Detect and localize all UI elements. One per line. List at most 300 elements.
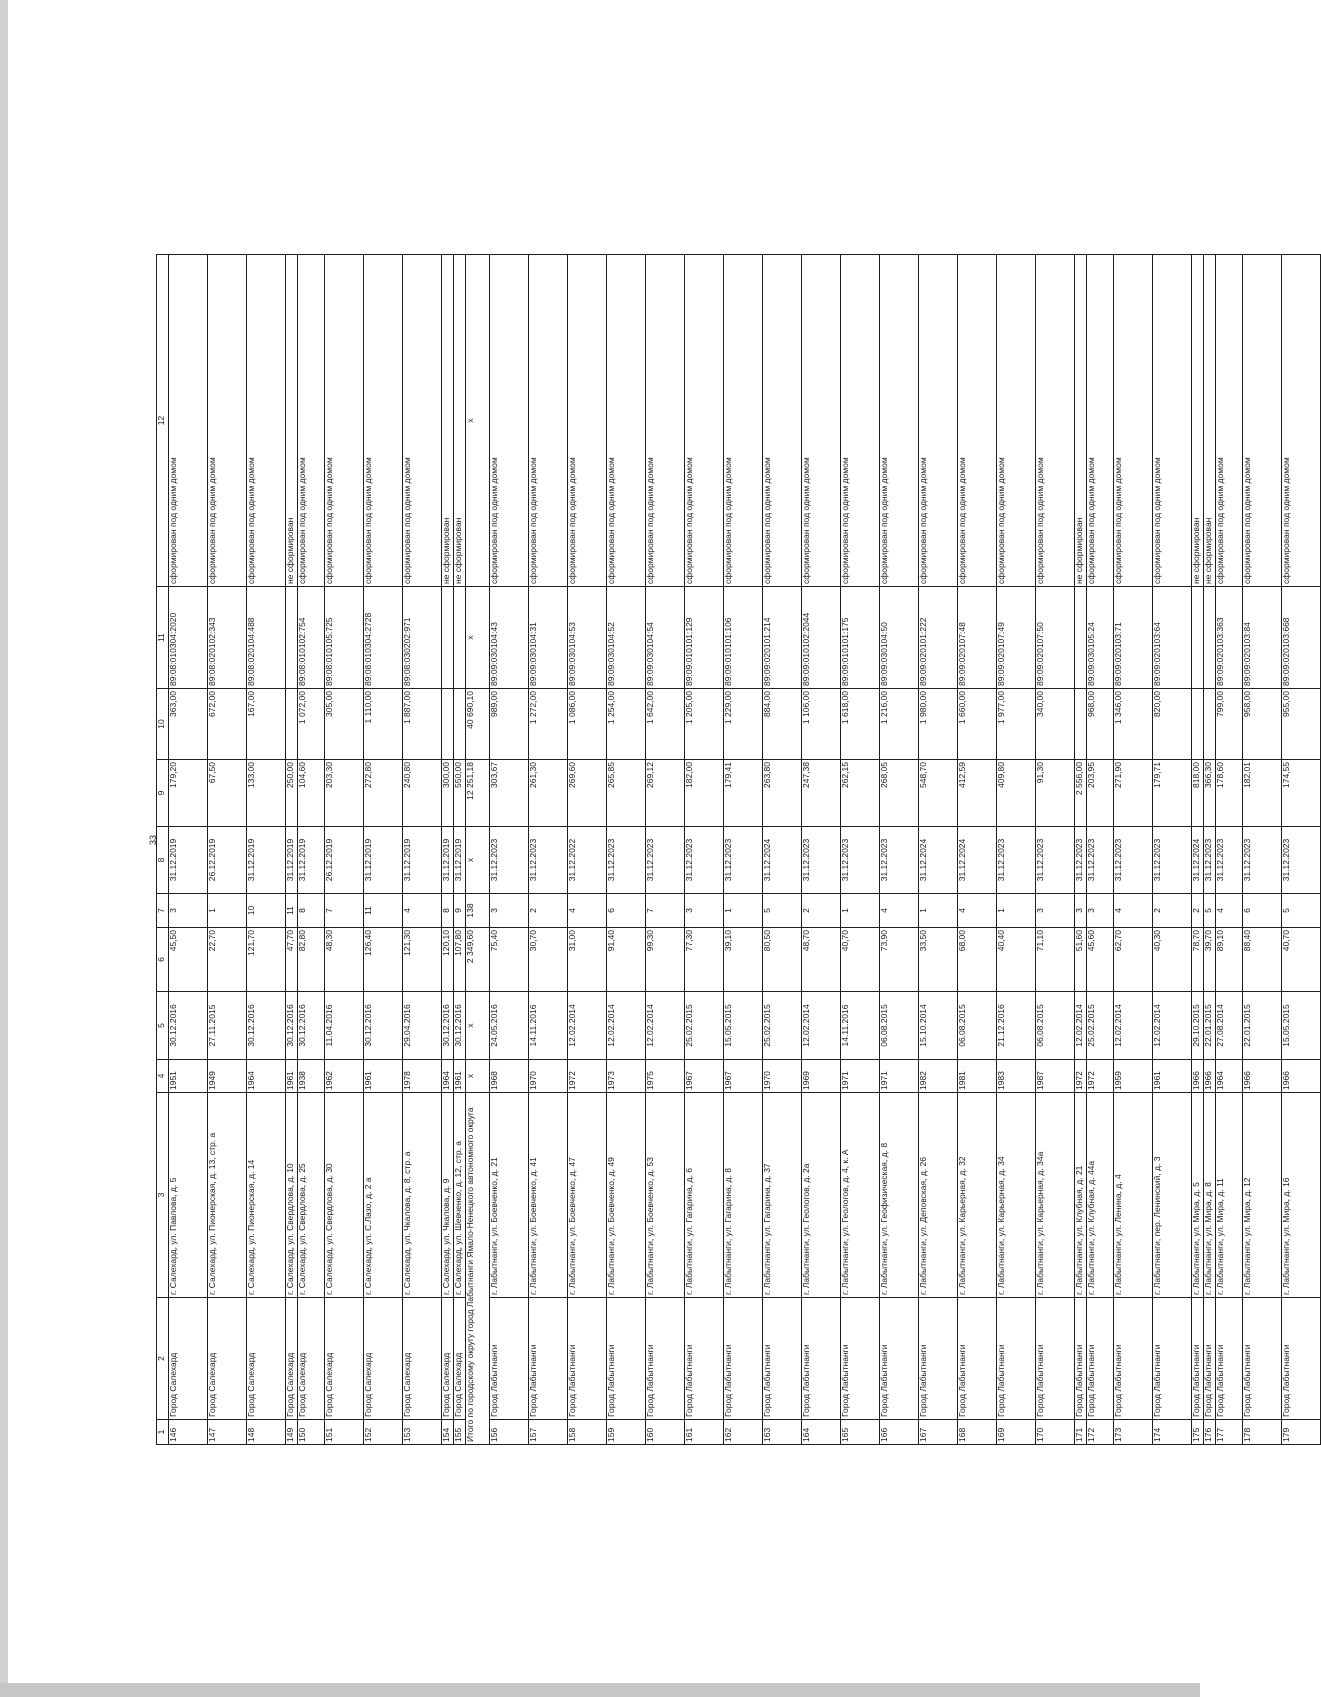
table-cell-col1: 160 bbox=[646, 1420, 685, 1445]
table-cell-col3: г. Лабытнанги, ул. Мира, д. 16 bbox=[1282, 1093, 1321, 1298]
table-cell-col11 bbox=[454, 587, 466, 689]
table-cell-col8: 31.12.2023 bbox=[1282, 827, 1321, 894]
table-cell-col2: Город Лабытнанги bbox=[607, 1298, 646, 1420]
table-cell-col7: 5 bbox=[1204, 894, 1216, 928]
table-cell-col1: 149 bbox=[286, 1420, 298, 1445]
table-cell-col10: 884,00 bbox=[763, 689, 802, 760]
table-cell-col12: сформирован под одним домом bbox=[1114, 255, 1153, 587]
table-cell-col12: сформирован под одним домом bbox=[1243, 255, 1282, 587]
table-cell-col3: г. Лабытнанги, ул. Гагарина, д. 6 bbox=[685, 1093, 724, 1298]
column-number-12: 12 bbox=[157, 255, 169, 587]
table-cell-col10: 820,00 bbox=[1153, 689, 1192, 760]
table-cell-col4: 1967 bbox=[685, 1060, 724, 1093]
table-cell-col3: г. Лабытнанги, ул. Мира, д. 5 bbox=[1192, 1093, 1204, 1298]
table-cell-col9: 182,00 bbox=[685, 760, 724, 827]
table-cell-col5: 22.01.2015 bbox=[1243, 992, 1282, 1060]
table-cell-col12: сформирован под одним домом bbox=[724, 255, 763, 587]
table-row bbox=[286, 255, 298, 1445]
table-cell-col1: 175 bbox=[1192, 1420, 1204, 1445]
total-cell-col12: x bbox=[466, 255, 490, 587]
table-cell-col6: 126,40 bbox=[364, 928, 403, 992]
table-cell-col1: 167 bbox=[919, 1420, 958, 1445]
table-cell-col12: не сформирован bbox=[1204, 255, 1216, 587]
scan-edge-left bbox=[0, 0, 8, 1697]
table-cell-col6: 48,30 bbox=[325, 928, 364, 992]
table-cell-col5: 30.12.2016 bbox=[298, 992, 325, 1060]
table-cell-col3: г. Салехард, ул. Свердлова, д. 10 bbox=[286, 1093, 298, 1298]
table-cell-col5: 30.12.2016 bbox=[442, 992, 454, 1060]
table-cell-col5: 14.11.2016 bbox=[841, 992, 880, 1060]
table-cell-col1: 148 bbox=[247, 1420, 286, 1445]
table-cell-col5: 25.02.2015 bbox=[1087, 992, 1114, 1060]
table-cell-col2: Город Лабытнанги bbox=[529, 1298, 568, 1420]
table-cell-col3: г. Лабытнанги, ул. Карьерная, д. 34а bbox=[1036, 1093, 1075, 1298]
table-cell-col5: 21.12.2016 bbox=[997, 992, 1036, 1060]
table-cell-col11: 89:09:020103:71 bbox=[1114, 587, 1153, 689]
table-cell-col11 bbox=[1204, 587, 1216, 689]
table-cell-col5: 12.02.2014 bbox=[1075, 992, 1087, 1060]
table-cell-col6: 39,70 bbox=[1204, 928, 1216, 992]
table-cell-col5: 14.11.2016 bbox=[529, 992, 568, 1060]
table-cell-col9: 250,00 bbox=[286, 760, 298, 827]
table-cell-col11: 89:08:010105:725 bbox=[325, 587, 364, 689]
table-cell-col5: 30.12.2016 bbox=[169, 992, 208, 1060]
table-cell-col5: 24.05.2016 bbox=[490, 992, 529, 1060]
table-cell-col8: 31.12.2023 bbox=[880, 827, 919, 894]
table-row bbox=[646, 255, 685, 1445]
table-cell-col1: 151 bbox=[325, 1420, 364, 1445]
table-cell-col7: 3 bbox=[685, 894, 724, 928]
table-cell-col5: 25.02.2015 bbox=[685, 992, 724, 1060]
table-cell-col7: 3 bbox=[1087, 894, 1114, 928]
table-cell-col12: сформирован под одним домом bbox=[298, 255, 325, 587]
table-cell-col11: 89:08:020104:488 bbox=[247, 587, 286, 689]
table-cell-col9: 67,50 bbox=[208, 760, 247, 827]
table-row bbox=[1204, 255, 1216, 1445]
table-cell-col4: 1975 bbox=[646, 1060, 685, 1093]
table-cell-col11 bbox=[442, 587, 454, 689]
table-row bbox=[802, 255, 841, 1445]
table-cell-col3: г. Лабытнанги, ул. Карьерная, д. 34 bbox=[997, 1093, 1036, 1298]
table-cell-col11: 89:09:020101:222 bbox=[919, 587, 958, 689]
table-cell-col1: 176 bbox=[1204, 1420, 1216, 1445]
column-number-row bbox=[157, 255, 169, 1445]
table-row bbox=[1192, 255, 1204, 1445]
table-cell-col1: 156 bbox=[490, 1420, 529, 1445]
table-cell-col4: 1966 bbox=[1192, 1060, 1204, 1093]
table-cell-col6: 40,30 bbox=[1153, 928, 1192, 992]
table-cell-col2: Город Лабытнанги bbox=[646, 1298, 685, 1420]
table-cell-col9: 271,90 bbox=[1114, 760, 1153, 827]
table-cell-col2: Город Салехард bbox=[454, 1298, 466, 1420]
table-cell-col12: сформирован под одним домом bbox=[1153, 255, 1192, 587]
table-cell-col10: 958,00 bbox=[1243, 689, 1282, 760]
column-number-4: 4 bbox=[157, 1060, 169, 1093]
table-cell-col7: 4 bbox=[958, 894, 997, 928]
column-number-6: 6 bbox=[157, 928, 169, 992]
table-cell-col1: 157 bbox=[529, 1420, 568, 1445]
table-cell-col7: 4 bbox=[568, 894, 607, 928]
total-cell-col5: x bbox=[466, 992, 490, 1060]
table-cell-col12: сформирован под одним домом bbox=[325, 255, 364, 587]
table-cell-col2: Город Лабытнанги bbox=[1282, 1298, 1321, 1420]
table-cell-col8: 31.12.2023 bbox=[685, 827, 724, 894]
table-cell-col9: 203,95 bbox=[1087, 760, 1114, 827]
table-cell-col12: сформирован под одним домом bbox=[1216, 255, 1243, 587]
table-cell-col4: 1966 bbox=[1282, 1060, 1321, 1093]
table-cell-col11: 89:09:010101:106 bbox=[724, 587, 763, 689]
table-cell-col5: 27.11.2015 bbox=[208, 992, 247, 1060]
table-cell-col10: 340,00 bbox=[1036, 689, 1075, 760]
table-cell-col11 bbox=[1192, 587, 1204, 689]
table-cell-col9: 178,60 bbox=[1216, 760, 1243, 827]
table-cell-col2: Город Лабытнанги bbox=[802, 1298, 841, 1420]
table-cell-col1: 152 bbox=[364, 1420, 403, 1445]
table-cell-col3: г. Салехард, ул. Пионерская, д. 13, стр. а bbox=[208, 1093, 247, 1298]
table-cell-col4: 1966 bbox=[1204, 1060, 1216, 1093]
table-cell-col7: 2 bbox=[529, 894, 568, 928]
table-cell-col5: 15.10.2014 bbox=[919, 992, 958, 1060]
table-row bbox=[403, 255, 442, 1445]
table-cell-col10: 1 887,00 bbox=[403, 689, 442, 760]
table-cell-col4: 1978 bbox=[403, 1060, 442, 1093]
table-cell-col8: 31.12.2023 bbox=[646, 827, 685, 894]
table-cell-col2: Город Лабытнанги bbox=[1036, 1298, 1075, 1420]
table-cell-col10: 1 254,00 bbox=[607, 689, 646, 760]
table-cell-col11: 89:09:020103:64 bbox=[1153, 587, 1192, 689]
table-cell-col1: 174 bbox=[1153, 1420, 1192, 1445]
table-cell-col9: 104,60 bbox=[298, 760, 325, 827]
table-cell-col7: 1 bbox=[919, 894, 958, 928]
table-cell-col11: 89:09:030104:54 bbox=[646, 587, 685, 689]
table-cell-col12: не сформирован bbox=[1075, 255, 1087, 587]
table-cell-col6: 40,70 bbox=[1282, 928, 1321, 992]
table-cell-col11: 89:09:020101:214 bbox=[763, 587, 802, 689]
table-cell-col10: 1 086,00 bbox=[568, 689, 607, 760]
total-label-cell: Итого по городскому округу город Лабытнанги Ямало-Ненецкого автономного округа bbox=[466, 1093, 490, 1445]
table-cell-col7: 3 bbox=[1075, 894, 1087, 928]
table-cell-col12: сформирован под одним домом bbox=[1036, 255, 1075, 587]
table-cell-col10: 1 642,00 bbox=[646, 689, 685, 760]
table-cell-col9: 261,30 bbox=[529, 760, 568, 827]
table-cell-col12: сформирован под одним домом bbox=[646, 255, 685, 587]
table-cell-col2: Город Лабытнанги bbox=[1243, 1298, 1282, 1420]
table-cell-col8: 31.12.2019 bbox=[169, 827, 208, 894]
table-cell-col5: 12.02.2014 bbox=[1153, 992, 1192, 1060]
table-cell-col2: Город Лабытнанги bbox=[763, 1298, 802, 1420]
table-cell-col9: 268,05 bbox=[880, 760, 919, 827]
table-cell-col8: 31.12.2024 bbox=[919, 827, 958, 894]
table-row bbox=[490, 255, 529, 1445]
table-cell-col2: Город Лабытнанги bbox=[880, 1298, 919, 1420]
table-cell-col8: 31.12.2023 bbox=[1075, 827, 1087, 894]
total-cell-col11: x bbox=[466, 587, 490, 689]
table-cell-col8: 31.12.2024 bbox=[958, 827, 997, 894]
table-cell-col9: 300,00 bbox=[442, 760, 454, 827]
table-cell-col12: не сформирован bbox=[286, 255, 298, 587]
table-cell-col6: 82,80 bbox=[298, 928, 325, 992]
table-cell-col8: 31.12.2019 bbox=[286, 827, 298, 894]
table-cell-col11: 89:09:030104:52 bbox=[607, 587, 646, 689]
table-cell-col7: 2 bbox=[802, 894, 841, 928]
table-cell-col12: сформирован под одним домом bbox=[403, 255, 442, 587]
table-cell-col12: сформирован под одним домом bbox=[490, 255, 529, 587]
table-cell-col8: 31.12.2019 bbox=[454, 827, 466, 894]
table-cell-col9: 409,80 bbox=[997, 760, 1036, 827]
table-cell-col2: Город Салехард bbox=[247, 1298, 286, 1420]
table-cell-col7: 4 bbox=[880, 894, 919, 928]
table-cell-col6: 45,60 bbox=[1087, 928, 1114, 992]
table-cell-col12: сформирован под одним домом bbox=[880, 255, 919, 587]
table-cell-col9: 548,70 bbox=[919, 760, 958, 827]
table-cell-col10: 167,00 bbox=[247, 689, 286, 760]
table-cell-col10 bbox=[1075, 689, 1087, 760]
table-cell-col10: 305,00 bbox=[325, 689, 364, 760]
table-cell-col1: 164 bbox=[802, 1420, 841, 1445]
table-cell-col8: 31.12.2022 bbox=[568, 827, 607, 894]
table-cell-col10: 968,00 bbox=[1087, 689, 1114, 760]
table-cell-col11: 89:09:020103:363 bbox=[1216, 587, 1243, 689]
table-cell-col1: 178 bbox=[1243, 1420, 1282, 1445]
table-cell-col3: г. Салехард, ул. С.Лазо, д. 2 а bbox=[364, 1093, 403, 1298]
table-cell-col5: 29.04.2016 bbox=[403, 992, 442, 1060]
table-cell-col11: 89:08:020102:343 bbox=[208, 587, 247, 689]
table-cell-col2: Город Лабытнанги bbox=[1075, 1298, 1087, 1420]
table-cell-col4: 1987 bbox=[1036, 1060, 1075, 1093]
table-row bbox=[442, 255, 454, 1445]
table-cell-col2: Город Салехард bbox=[298, 1298, 325, 1420]
table-cell-col5: 30.12.2016 bbox=[364, 992, 403, 1060]
table-cell-col3: г. Лабытнанги, ул. Боевченко, д. 41 bbox=[529, 1093, 568, 1298]
table-cell-col5: 12.02.2014 bbox=[568, 992, 607, 1060]
column-number-2: 2 bbox=[157, 1298, 169, 1420]
table-cell-col11: 89:09:010101:175 bbox=[841, 587, 880, 689]
table-cell-col7: 1 bbox=[841, 894, 880, 928]
table-cell-col4: 1964 bbox=[1216, 1060, 1243, 1093]
table-cell-col6: 71,10 bbox=[1036, 928, 1075, 992]
table-cell-col5: 11.04.2016 bbox=[325, 992, 364, 1060]
table-cell-col11 bbox=[286, 587, 298, 689]
column-number-9: 9 bbox=[157, 760, 169, 827]
table-cell-col9: 412,59 bbox=[958, 760, 997, 827]
table-row bbox=[919, 255, 958, 1445]
table-cell-col5: 29.10.2015 bbox=[1192, 992, 1204, 1060]
table-cell-col3: г. Лабытнанги, ул. Геологов, д. 4, к. А bbox=[841, 1093, 880, 1298]
table-row bbox=[724, 255, 763, 1445]
table-cell-col12: сформирован под одним домом bbox=[1282, 255, 1321, 587]
table-cell-col6: 91,40 bbox=[607, 928, 646, 992]
table-cell-col6: 40,40 bbox=[997, 928, 1036, 992]
table-row bbox=[763, 255, 802, 1445]
table-cell-col2: Город Лабытнанги bbox=[724, 1298, 763, 1420]
table-cell-col4: 1961 bbox=[1153, 1060, 1192, 1093]
table-cell-col10: 989,00 bbox=[490, 689, 529, 760]
table-cell-col12: сформирован под одним домом bbox=[364, 255, 403, 587]
table-cell-col7: 4 bbox=[1114, 894, 1153, 928]
total-cell-col10: 40 690,10 bbox=[466, 689, 490, 760]
table-cell-col12: сформирован под одним домом bbox=[568, 255, 607, 587]
table-cell-col4: 1971 bbox=[880, 1060, 919, 1093]
table-cell-col4: 1973 bbox=[607, 1060, 646, 1093]
table-cell-col6: 89,10 bbox=[1216, 928, 1243, 992]
table-cell-col4: 1969 bbox=[802, 1060, 841, 1093]
table-cell-col4: 1966 bbox=[1243, 1060, 1282, 1093]
table-cell-col6: 99,30 bbox=[646, 928, 685, 992]
table-row bbox=[1216, 255, 1243, 1445]
table-cell-col7: 8 bbox=[442, 894, 454, 928]
table-cell-col6: 77,30 bbox=[685, 928, 724, 992]
table-cell-col9: 550,00 bbox=[454, 760, 466, 827]
table-cell-col1: 162 bbox=[724, 1420, 763, 1445]
table-cell-col1: 159 bbox=[607, 1420, 646, 1445]
table-cell-col2: Город Лабытнанги bbox=[1204, 1298, 1216, 1420]
table-cell-col12: сформирован под одним домом bbox=[247, 255, 286, 587]
table-cell-col4: 1964 bbox=[247, 1060, 286, 1093]
table-cell-col1: 150 bbox=[298, 1420, 325, 1445]
rotated-register-sheet bbox=[156, 255, 1291, 1445]
total-cell-col8: x bbox=[466, 827, 490, 894]
page-number: 33 bbox=[148, 834, 159, 846]
table-cell-col9: 2 556,00 bbox=[1075, 760, 1087, 827]
table-cell-col1: 163 bbox=[763, 1420, 802, 1445]
table-cell-col9: 263,80 bbox=[763, 760, 802, 827]
table-cell-col11: 89:09:020107:49 bbox=[997, 587, 1036, 689]
table-row bbox=[364, 255, 403, 1445]
table-cell-col10: 1 229,00 bbox=[724, 689, 763, 760]
table-cell-col5: 30.12.2016 bbox=[286, 992, 298, 1060]
table-cell-col6: 68,00 bbox=[958, 928, 997, 992]
table-cell-col5: 12.02.2014 bbox=[646, 992, 685, 1060]
table-cell-col2: Город Лабытнанги bbox=[1192, 1298, 1204, 1420]
table-cell-col5: 12.02.2014 bbox=[607, 992, 646, 1060]
table-cell-col9: 179,71 bbox=[1153, 760, 1192, 827]
table-cell-col3: г. Лабытнанги, ул. Мира, д. 11 bbox=[1216, 1093, 1243, 1298]
table-row bbox=[958, 255, 997, 1445]
table-cell-col2: Город Салехард bbox=[403, 1298, 442, 1420]
table-cell-col7: 11 bbox=[364, 894, 403, 928]
table-cell-col6: 121,70 bbox=[247, 928, 286, 992]
table-cell-col9: 240,80 bbox=[403, 760, 442, 827]
table-cell-col8: 31.12.2023 bbox=[529, 827, 568, 894]
table-cell-col3: г. Лабытнанги, ул. Геологов, д. 2а bbox=[802, 1093, 841, 1298]
table-cell-col1: 179 bbox=[1282, 1420, 1321, 1445]
table-cell-col3: г. Лабытнанги, ул. Клубная, д. 21 bbox=[1075, 1093, 1087, 1298]
table-cell-col7: 1 bbox=[208, 894, 247, 928]
table-cell-col6: 33,50 bbox=[919, 928, 958, 992]
table-cell-col8: 31.12.2019 bbox=[247, 827, 286, 894]
table-cell-col2: Город Лабытнанги bbox=[958, 1298, 997, 1420]
column-number-5: 5 bbox=[157, 992, 169, 1060]
table-cell-col3: г. Лабытнанги, ул. Гагарина, д. 8 bbox=[724, 1093, 763, 1298]
table-cell-col10: 955,00 bbox=[1282, 689, 1321, 760]
table-cell-col6: 120,10 bbox=[442, 928, 454, 992]
column-number-7: 7 bbox=[157, 894, 169, 928]
table-cell-col10: 1 977,00 bbox=[997, 689, 1036, 760]
table-cell-col7: 2 bbox=[1192, 894, 1204, 928]
table-row bbox=[529, 255, 568, 1445]
table-cell-col2: Город Лабытнанги bbox=[919, 1298, 958, 1420]
table-cell-col9: 303,67 bbox=[490, 760, 529, 827]
table-cell-col11: 89:09:020107:48 bbox=[958, 587, 997, 689]
table-row bbox=[169, 255, 208, 1445]
total-cell-col7: 138 bbox=[466, 894, 490, 928]
table-cell-col2: Город Лабытнанги bbox=[490, 1298, 529, 1420]
table-cell-col7: 6 bbox=[607, 894, 646, 928]
table-cell-col10: 1 980,00 bbox=[919, 689, 958, 760]
table-cell-col12: не сформирован bbox=[1192, 255, 1204, 587]
table-cell-col1: 155 bbox=[454, 1420, 466, 1445]
table-row bbox=[454, 255, 466, 1445]
table-cell-col2: Город Лабытнанги bbox=[685, 1298, 724, 1420]
table-cell-col6: 107,80 bbox=[454, 928, 466, 992]
table-cell-col4: 1964 bbox=[442, 1060, 454, 1093]
table-cell-col2: Город Лабытнанги bbox=[1114, 1298, 1153, 1420]
table-row bbox=[1114, 255, 1153, 1445]
table-cell-col12: сформирован под одним домом bbox=[169, 255, 208, 587]
table-cell-col12: сформирован под одним домом bbox=[997, 255, 1036, 587]
table-row bbox=[208, 255, 247, 1445]
table-cell-col5: 12.02.2014 bbox=[802, 992, 841, 1060]
table-cell-col11: 89:08:010304:2020 bbox=[169, 587, 208, 689]
table-cell-col9: 133,00 bbox=[247, 760, 286, 827]
table-cell-col10: 1 110,00 bbox=[364, 689, 403, 760]
table-cell-col3: г. Лабытнанги, ул. Боевченко, д. 47 bbox=[568, 1093, 607, 1298]
table-cell-col4: 1951 bbox=[169, 1060, 208, 1093]
table-cell-col12: сформирован под одним домом bbox=[763, 255, 802, 587]
table-row bbox=[1087, 255, 1114, 1445]
table-cell-col10: 1 346,00 bbox=[1114, 689, 1153, 760]
table-cell-col1: 173 bbox=[1114, 1420, 1153, 1445]
table-cell-col7: 1 bbox=[997, 894, 1036, 928]
table-cell-col8: 26.12.2019 bbox=[208, 827, 247, 894]
column-number-1: 1 bbox=[157, 1420, 169, 1445]
table-cell-col12: сформирован под одним домом bbox=[841, 255, 880, 587]
table-cell-col1: 177 bbox=[1216, 1420, 1243, 1445]
table-row bbox=[1075, 255, 1087, 1445]
table-cell-col9: 272,80 bbox=[364, 760, 403, 827]
table-cell-col5: 15.05.2015 bbox=[1282, 992, 1321, 1060]
table-cell-col4: 1961 bbox=[364, 1060, 403, 1093]
table-cell-col4: 1970 bbox=[529, 1060, 568, 1093]
table-row bbox=[685, 255, 724, 1445]
table-cell-col7: 10 bbox=[247, 894, 286, 928]
table-cell-col3: г. Лабытнанги, ул. Карьерная, д. 32 bbox=[958, 1093, 997, 1298]
table-row bbox=[1243, 255, 1282, 1445]
table-cell-col8: 31.12.2023 bbox=[490, 827, 529, 894]
table-row bbox=[1153, 255, 1192, 1445]
table-cell-col1: 172 bbox=[1087, 1420, 1114, 1445]
table-row bbox=[298, 255, 325, 1445]
table-cell-col12: сформирован под одним домом bbox=[529, 255, 568, 587]
table-cell-col5: 25.02.2015 bbox=[763, 992, 802, 1060]
table-cell-col9: 262,15 bbox=[841, 760, 880, 827]
table-cell-col7: 5 bbox=[1282, 894, 1321, 928]
table-cell-col10 bbox=[286, 689, 298, 760]
table-cell-col2: Город Лабытнанги bbox=[1087, 1298, 1114, 1420]
table-cell-col2: Город Лабытнанги bbox=[1216, 1298, 1243, 1420]
table-cell-col8: 31.12.2019 bbox=[442, 827, 454, 894]
table-cell-col7: 3 bbox=[490, 894, 529, 928]
table-cell-col4: 1968 bbox=[490, 1060, 529, 1093]
table-cell-col11: 89:08:010102:754 bbox=[298, 587, 325, 689]
table-cell-col9: 366,30 bbox=[1204, 760, 1216, 827]
table-cell-col8: 31.12.2019 bbox=[298, 827, 325, 894]
table-cell-col8: 31.12.2023 bbox=[1153, 827, 1192, 894]
column-number-8: 8 bbox=[157, 827, 169, 894]
table-cell-col1: 158 bbox=[568, 1420, 607, 1445]
table-cell-col11: 89:09:030104:50 bbox=[880, 587, 919, 689]
table-cell-col6: 40,70 bbox=[841, 928, 880, 992]
